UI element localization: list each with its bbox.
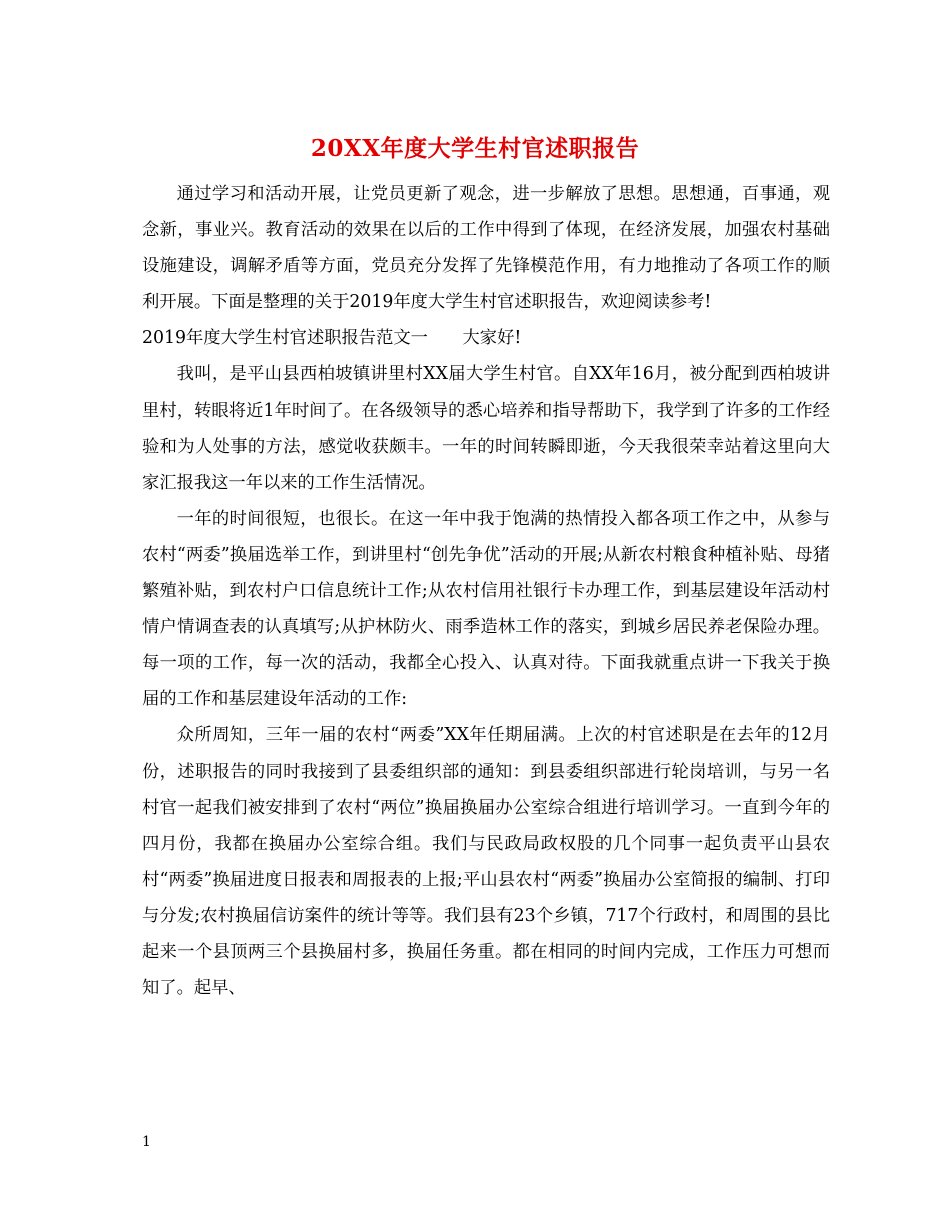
sample-heading-line (142, 320, 830, 356)
document-body (142, 176, 830, 1006)
document-title: 20XX年度大学生村官述职报告 (310, 135, 640, 162)
intro-paragraph: 通过学习和活动开展，让党员更新了观念，进一步解放了思想。思想通，百事通，观念新，事业兴。教育活动的效果在以后的工作中得到了体现，在经济发展，加强农村基础设施建设，调解矛盾等方面，党员充分发挥了先锋模范作用，有力地推动了各项工作的顺利开展。下面是整理的关于2019年度大学生村官述职报告，欢迎阅读参考! (142, 184, 830, 313)
greeting: 大家好! (462, 328, 522, 349)
body-paragraph: 我叫，是平山县西柏坡镇讲里村XX届大学生村官。自XX年16月，被分配到西柏坡讲里村，转眼将近1年时间了。在各级领导的悉心培养和指导帮助下，我学到了许多的工作经验和为人处事的方法，感觉收获颇丰。一年的时间转瞬即逝，今天我很荣幸站着这里向大家汇报我这一年以来的工作生活情况。 (142, 364, 830, 493)
page-number: 1 (142, 1134, 151, 1150)
sample-heading: 2019年度大学生村官述职报告范文一 (142, 328, 428, 349)
body-paragraph: 众所周知，三年一届的农村“两委”XX年任期届满。上次的村官述职是在去年的12月份，述职报告的同时我接到了县委组织部的通知：到县委组织部进行轮岗培训，与另一名村官一起我们被安排到了农村“两位”换届换届办公室综合组进行培训学习。一直到今年的四月份，我都在换届办公室综合组。我们与民政局政权股的几个同事一起负责平山县农村“两委”换届进度日报表和周报表的上报;平山县农村“两委”换届办公室简报的编制、打印与分发;农村换届信访案件的统计等等。我们县有23个乡镇，717个行政村，和周围的县比起来一个县顶两三个县换届村多，换届任务重。都在相同的时间内完成，工作压力可想而知了。起早、 (142, 725, 830, 999)
body-paragraph: 一年的时间很短，也很长。在这一年中我于饱满的热情投入都各项工作之中，从参与农村“两委”换届选举工作，到讲里村“创先争优”活动的开展;从新农村粮食种植补贴、母猪繁殖补贴，到农村户口信息统计工作;从农村信用社银行卡办理工作，到基层建设年活动村情户情调查表的认真填写;从护林防火、雨季造林工作的落实，到城乡居民养老保险办理。每一项的工作，每一次的活动，我都全心投入、认真对待。下面我就重点讲一下我关于换届的工作和基层建设年活动的工作: (142, 508, 830, 710)
